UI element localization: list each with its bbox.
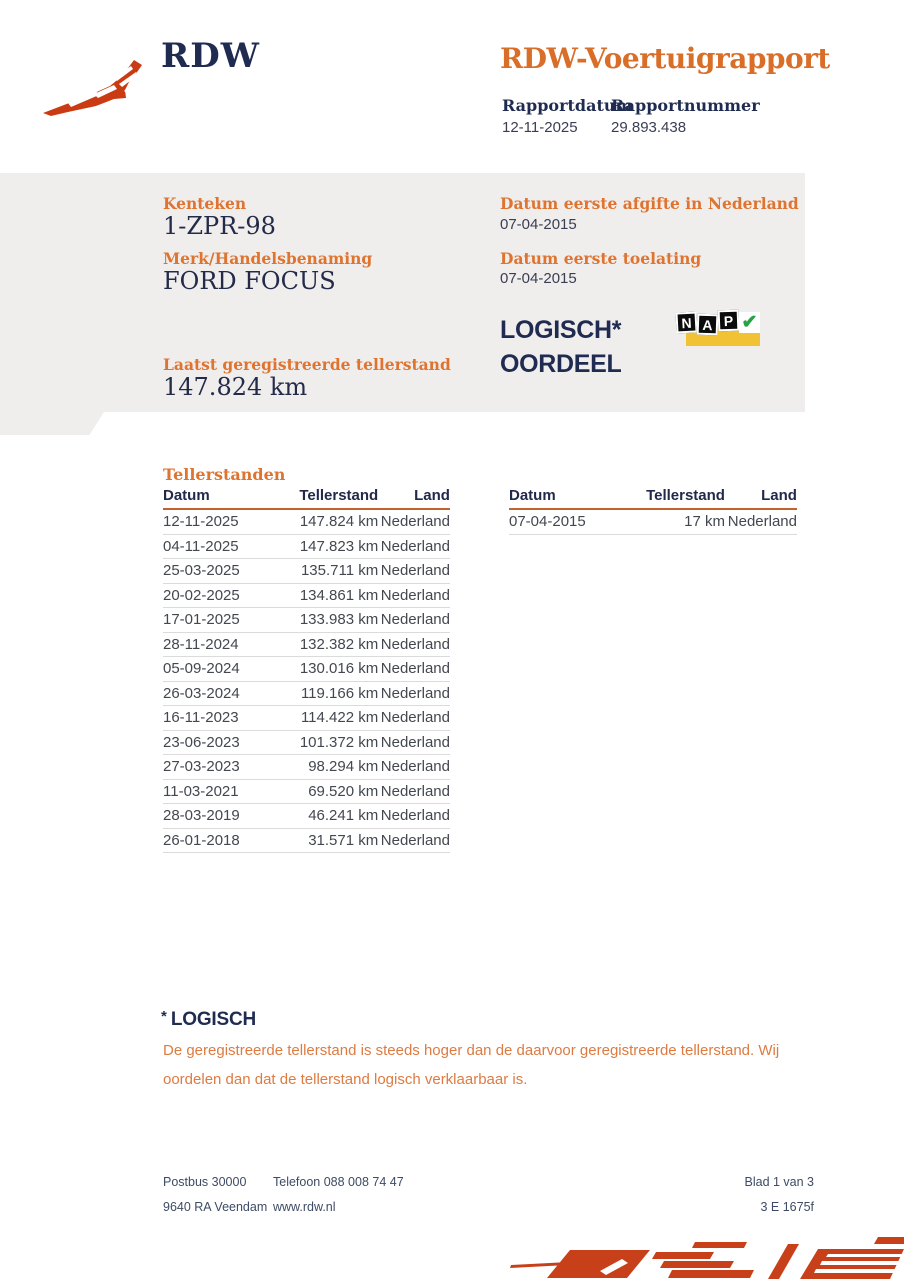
table-row [163, 584, 450, 609]
table-row [163, 706, 450, 731]
report-number-value: 29.893.438 [611, 119, 687, 136]
laatste-tellerstand-value: 147.824 km [163, 373, 308, 401]
footer-page-info [745, 1170, 815, 1220]
tellerstand-cell: 114.422 km [300, 709, 379, 727]
oordeel-line1: LOGISCH* [500, 316, 622, 344]
footer-website: www.rdw.nl [273, 1200, 336, 1214]
tellerstanden-table-left [163, 487, 450, 853]
report-date-label: Rapportdatum [502, 96, 633, 115]
datum-cell: 26-03-2024 [163, 684, 240, 702]
datum-cell: 28-03-2019 [163, 807, 240, 825]
header-datum: Datum [163, 487, 210, 504]
table-row [163, 804, 450, 829]
tellerstand-cell: 101.372 km [299, 733, 379, 751]
table-row [163, 510, 450, 535]
datum-cell: 16-11-2023 [163, 709, 239, 727]
laatste-tellerstand-label: Laatst geregistreerde tellerstand [163, 355, 451, 374]
tellerstanden-title: Tellerstanden [163, 465, 286, 484]
land-cell: Nederland [380, 709, 450, 727]
header-datum: Datum [509, 487, 556, 504]
right-table-body [509, 510, 797, 535]
land-cell: Nederland [380, 611, 450, 629]
footer-page-number: Blad 1 van 3 [744, 1175, 814, 1189]
land-cell: Nederland [380, 733, 450, 751]
footnote-heading [161, 1008, 256, 1031]
datum-cell: 26-01-2018 [163, 831, 240, 849]
table-row [163, 731, 450, 756]
footer-phone: Telefoon 088 008 74 47 [273, 1175, 404, 1189]
table-row [163, 633, 450, 658]
tellerstand-cell: 135.711 km [300, 562, 379, 580]
land-cell: Nederland [380, 782, 450, 800]
table-header-row [509, 487, 797, 510]
eerste-afgifte-label: Datum eerste afgifte in Nederland [500, 194, 799, 213]
tellerstand-cell: 147.824 km [299, 513, 379, 531]
tellerstand-cell: 134.861 km [299, 586, 379, 604]
kenteken-label: Kenteken [163, 194, 247, 213]
datum-cell: 11-03-2021 [163, 782, 239, 800]
tellerstanden-table-right [509, 487, 797, 535]
land-cell: Nederland [380, 586, 450, 604]
table-row [509, 510, 797, 535]
header-tellerstand: Tellerstand [299, 487, 379, 504]
land-cell: Nederland [380, 537, 450, 555]
table-header-row [163, 487, 450, 510]
footer-address [163, 1170, 267, 1220]
table-row [163, 608, 450, 633]
tellerstand-cell: 31.571 km [308, 831, 379, 849]
table-row [163, 755, 450, 780]
oordeel-verdict [500, 313, 622, 381]
left-table-body [163, 510, 450, 853]
eerste-toelating-label: Datum eerste toelating [500, 249, 702, 268]
merk-value: FORD FOCUS [163, 267, 336, 295]
kenteken-value: 1-ZPR-98 [163, 212, 276, 240]
land-cell: Nederland [380, 660, 450, 678]
table-row [163, 682, 450, 707]
table-row [163, 559, 450, 584]
datum-cell: 27-03-2023 [163, 758, 240, 776]
land-cell: Nederland [380, 758, 450, 776]
tellerstand-cell: 17 km [684, 513, 725, 531]
footnote-text: De geregistreerde tellerstand is steeds hoger dan de daarvoor geregistreerde tellerstand. Wij oordelen dan dat de tellerstand logisch verklaarbaar is. [163, 1042, 780, 1088]
tellerstand-cell: 147.823 km [299, 537, 379, 555]
footer-contact [273, 1170, 404, 1220]
table-row [163, 535, 450, 560]
land-cell: Nederland [380, 562, 450, 580]
report-date-value: 12-11-2025 [502, 119, 578, 136]
land-cell: Nederland [380, 807, 450, 825]
datum-cell: 23-06-2023 [163, 733, 240, 751]
footnote-asterisk: * [161, 1008, 167, 1025]
datum-cell: 07-04-2015 [509, 513, 586, 531]
datum-cell: 28-11-2024 [163, 635, 239, 653]
rdw-wordmark: RDW [161, 36, 260, 76]
nap-letter-a: A [697, 314, 719, 336]
nap-letter-n: N [675, 311, 697, 333]
footer-city: 9640 RA Veendam [163, 1200, 268, 1214]
land-cell: Nederland [380, 831, 450, 849]
tellerstand-cell: 130.016 km [299, 660, 379, 678]
header-land: Land [761, 487, 797, 504]
tellerstand-cell: 119.166 km [300, 684, 379, 702]
tellerstand-cell: 132.382 km [299, 635, 379, 653]
tellerstand-cell: 46.241 km [308, 807, 379, 825]
nap-letter-p: P [718, 310, 740, 332]
land-cell: Nederland [380, 684, 450, 702]
land-cell: Nederland [727, 513, 797, 531]
nap-check-icon: ✔ [739, 312, 760, 333]
header-tellerstand: Tellerstand [646, 487, 725, 504]
summary-panel-tail [0, 412, 104, 435]
report-number-label: Rapportnummer [611, 96, 760, 115]
tellerstand-cell: 69.520 km [308, 782, 379, 800]
table-row [163, 829, 450, 854]
datum-cell: 17-01-2025 [163, 611, 240, 629]
footer-postbus: Postbus 30000 [163, 1175, 247, 1189]
oordeel-line2: OORDEEL [500, 350, 622, 378]
tellerstand-cell: 133.983 km [299, 611, 379, 629]
nap-logo [676, 310, 764, 352]
datum-cell: 05-09-2024 [163, 660, 240, 678]
rdw-speed-stripes-icon [502, 1233, 904, 1280]
land-cell: Nederland [380, 635, 450, 653]
land-cell: Nederland [380, 513, 450, 531]
datum-cell: 04-11-2025 [163, 537, 239, 555]
eerste-toelating-value: 07-04-2015 [500, 270, 577, 287]
table-row [163, 780, 450, 805]
footnote-title: LOGISCH [170, 1009, 257, 1030]
table-row [163, 657, 450, 682]
page-title: RDW-Voertuigrapport [500, 42, 830, 75]
datum-cell: 25-03-2025 [163, 562, 240, 580]
tellerstand-cell: 98.294 km [308, 758, 379, 776]
datum-cell: 12-11-2025 [163, 513, 239, 531]
eerste-afgifte-value: 07-04-2015 [500, 216, 577, 233]
header-land: Land [414, 487, 450, 504]
rdw-logo-icon [38, 48, 146, 118]
merk-label: Merk/Handelsbenaming [163, 249, 373, 268]
datum-cell: 20-02-2025 [163, 586, 240, 604]
footer-doc-code: 3 E 1675f [760, 1200, 814, 1214]
